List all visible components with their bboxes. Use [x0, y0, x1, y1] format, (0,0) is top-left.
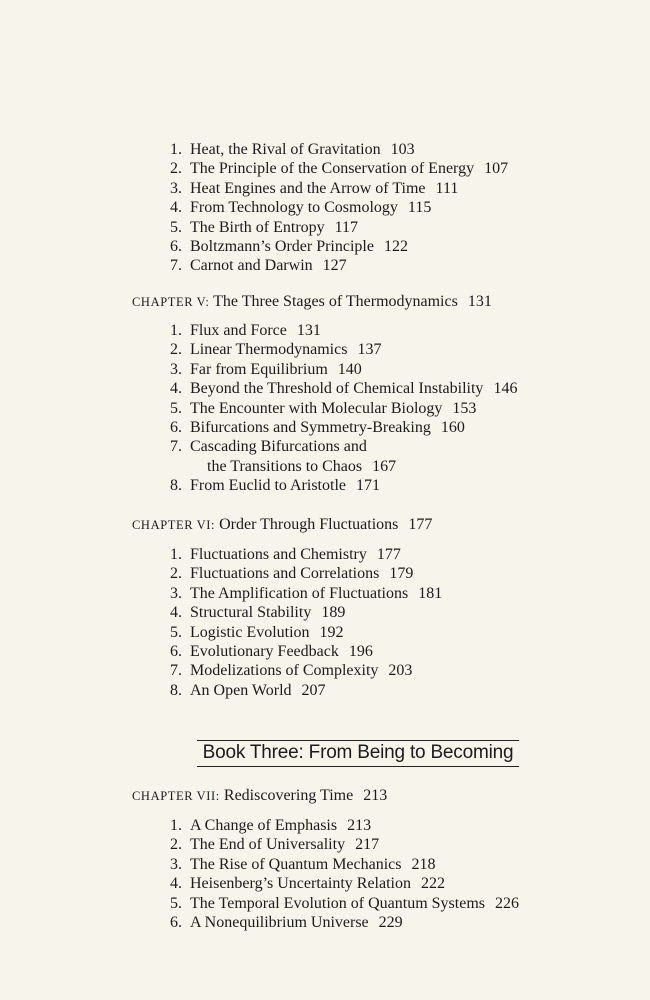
- entry-title: Beyond the Threshold of Chemical Instability 146: [190, 380, 518, 398]
- entry-title: A Change of Emphasis 213: [190, 817, 372, 834]
- entry-title: The Amplification of Fluctuations 181: [190, 584, 443, 602]
- entry-number: 5.: [170, 218, 182, 236]
- entry-page: 137: [357, 341, 382, 359]
- chapter-title: The Three Stages of Thermodynamics: [213, 293, 458, 310]
- entry-number: 6.: [170, 643, 182, 660]
- entry-title: The End of Universality 217: [190, 836, 380, 854]
- entry-number: 2.: [170, 836, 182, 854]
- entry-page: 127: [322, 257, 347, 275]
- entry-title: Cascading Bifurcations and: [190, 438, 367, 456]
- entry-page: 171: [356, 477, 380, 495]
- entry-number: 5.: [170, 399, 182, 417]
- entry-number: 7.: [170, 438, 182, 456]
- chapter-label: CHAPTER VII:: [132, 789, 220, 803]
- entry-title: Carnot and Darwin 127: [190, 257, 347, 275]
- entry-title: Heat, the Rival of Gravitation 103: [190, 141, 415, 158]
- entry-page: 177: [376, 546, 401, 563]
- entry-title: The Principle of the Conservation of Energy 107: [190, 160, 509, 178]
- entry-title: Linear Thermodynamics 137: [190, 341, 382, 359]
- entry-number: 1.: [170, 546, 182, 563]
- entry-number: 1.: [170, 322, 182, 339]
- entry-page: 146: [493, 380, 518, 398]
- chapter-6-heading: [132, 516, 432, 534]
- entry-page: 229: [378, 914, 403, 931]
- entry-number: 4.: [170, 875, 182, 893]
- entry-number: 3.: [170, 584, 182, 602]
- entry-page: 192: [319, 623, 344, 641]
- entry-number: 6.: [170, 238, 182, 255]
- entry-title: Heat Engines and the Arrow of Time 111: [190, 179, 459, 197]
- chapter-title: Order Through Fluctuations: [219, 516, 399, 533]
- entry-number: 2.: [170, 341, 182, 359]
- book-three-title: Book Three: From Being to Becoming: [197, 740, 519, 767]
- entry-page: 111: [435, 179, 459, 197]
- entry-number: 3.: [170, 179, 182, 197]
- entry-title: The Birth of Entropy 117: [190, 218, 359, 236]
- entry-title: The Rise of Quantum Mechanics 218: [190, 855, 436, 873]
- entry-number: 1.: [170, 141, 182, 158]
- entry-number: 6.: [170, 914, 182, 931]
- entry-title: Flux and Force 131: [190, 322, 321, 339]
- entry-number: 5.: [170, 623, 182, 641]
- entry-number: 1.: [170, 817, 182, 834]
- chapter-label: CHAPTER V:: [132, 295, 210, 309]
- entry-title: Heisenberg’s Uncertainty Relation 222: [190, 875, 445, 893]
- entry-page: 226: [495, 894, 519, 912]
- entry-number: 4.: [170, 199, 182, 217]
- entry-page: 218: [411, 855, 436, 873]
- entry-page: 196: [348, 643, 373, 660]
- entry-title: the Transitions to Chaos 167: [207, 457, 397, 475]
- entry-title: An Open World 207: [190, 681, 326, 699]
- entry-page: 160: [440, 419, 465, 436]
- entry-page: 122: [383, 238, 408, 255]
- entry-page: 213: [347, 817, 372, 834]
- entry-page: 117: [334, 218, 359, 236]
- chapter-page: 131: [467, 293, 492, 310]
- entry-title: Evolutionary Feedback 196: [190, 643, 373, 660]
- entry-number: 7.: [170, 257, 182, 275]
- entry-number: 2.: [170, 160, 182, 178]
- entry-page: 181: [418, 584, 443, 602]
- entry-number: 7.: [170, 662, 182, 680]
- entry-title: Far from Equilibrium 140: [190, 360, 362, 378]
- entry-title: From Technology to Cosmology 115: [190, 199, 432, 217]
- entry-number: 3.: [170, 855, 182, 873]
- entry-title: Fluctuations and Chemistry 177: [190, 546, 401, 563]
- chapter-page: 213: [363, 787, 388, 804]
- entry-number: 6.: [170, 419, 182, 436]
- entry-number: 4.: [170, 380, 182, 398]
- entry-number: 8.: [170, 477, 182, 495]
- chapter-title: Rediscovering Time: [223, 787, 354, 804]
- entry-page: 153: [452, 399, 477, 417]
- entry-page: 203: [388, 662, 413, 680]
- entry-title: Fluctuations and Correlations 179: [190, 565, 414, 583]
- entry-page: 140: [337, 360, 362, 378]
- entry-title: Logistic Evolution 192: [190, 623, 344, 641]
- chapter-7-heading: [132, 787, 387, 805]
- entry-number: 5.: [170, 894, 182, 912]
- entry-page: 217: [355, 836, 380, 854]
- entry-page: 107: [484, 160, 509, 178]
- chapter-label: CHAPTER VI:: [132, 518, 216, 532]
- entry-page: 179: [389, 565, 414, 583]
- entry-page: 189: [321, 604, 346, 622]
- entry-title: Bifurcations and Symmetry-Breaking 160: [190, 419, 465, 436]
- chapter-page: 177: [408, 516, 433, 533]
- entry-title: Boltzmann’s Order Principle 122: [190, 238, 408, 255]
- entry-title: Modelizations of Complexity 203: [190, 662, 413, 680]
- chapter-5-heading: [132, 293, 492, 311]
- entry-page: 207: [301, 681, 326, 699]
- entry-page: 103: [390, 141, 415, 158]
- entry-page: 131: [296, 322, 321, 339]
- entry-title: A Nonequilibrium Universe 229: [190, 914, 403, 931]
- entry-number: 8.: [170, 681, 182, 699]
- entry-title: The Encounter with Molecular Biology 153: [190, 399, 477, 417]
- entry-page: 115: [407, 199, 432, 217]
- entry-title: Structural Stability 189: [190, 604, 346, 622]
- entry-number: 4.: [170, 604, 182, 622]
- entry-title: From Euclid to Aristotle 171: [190, 477, 380, 495]
- entry-title: The Temporal Evolution of Quantum Systems 226: [190, 894, 519, 912]
- entry-page: 222: [420, 875, 445, 893]
- entry-number: 2.: [170, 565, 182, 583]
- entry-number: 3.: [170, 360, 182, 378]
- entry-page: 167: [372, 457, 397, 475]
